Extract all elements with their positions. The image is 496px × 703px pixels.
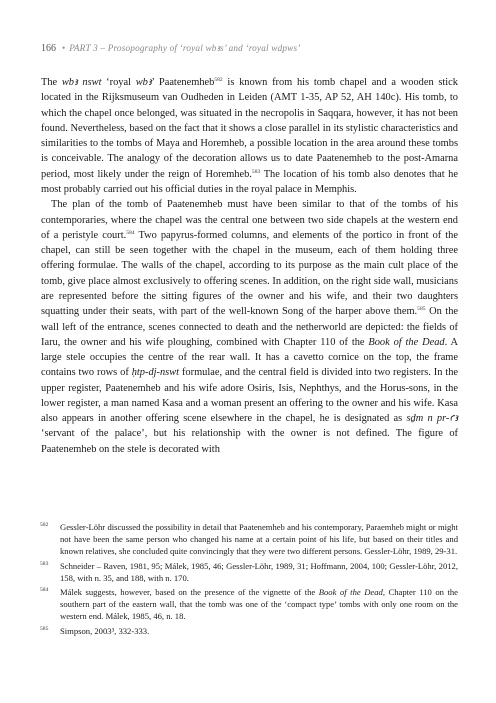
footnote-ref: 582 — [214, 77, 223, 83]
text-run: . A large stele occupies the centre of the rear wall. It has a cavetto cornice on the top, the frame contains two rows of — [41, 336, 458, 379]
text-run: On the wall left of the entrance, scenes connected to death and the netherworld are depicted: the fields of Iaru, the owner and his wife ploughing, combined with Chapter 110 of the — [41, 306, 458, 348]
footnote-ref: 585 — [417, 306, 426, 313]
footnotes — [40, 521, 458, 639]
text-run: Schneider – Raven, 1981, 95; Málek, 1985, 46; Gessler-Löhr, 1989, 31; Hoffmann, 2004, 100; Gessler-Löhr, 2012, 158, with n. 35, and 188, with n. 170. — [60, 560, 458, 583]
text-run: Málek suggests, however, based on the presence of the vignette of the — [60, 587, 319, 598]
footnote-text — [60, 626, 149, 636]
footnote-text — [60, 587, 458, 621]
footnote — [40, 560, 458, 584]
text-run: The plan of the tomb of Paatenemheb must have been similar to that of the tombs of his contemporaries, where the chapel was the central one between two side chapels at the western end of a peristyle court. — [41, 199, 458, 241]
text-run: Simpson, 2003³, 332-333. — [60, 625, 150, 636]
section-title: PART 3 – Prosopography of ‘royal wbꜣs’ and ‘royal wdpws’ — [69, 43, 301, 53]
footnote-text — [60, 561, 458, 583]
paragraph — [41, 197, 458, 457]
page-number: 166 — [41, 43, 56, 54]
footnote-ref: 584 — [126, 229, 135, 236]
italic-term: Book of the Dead — [318, 587, 383, 598]
text-run: , Chapter 110 on the southern part of the eastern wall, that the tomb was one of the ‘compact type’ tombs with only one room on the western end. Málek, 1985, 46, n. 18. — [60, 587, 458, 622]
footnote-number: 582 — [40, 522, 49, 528]
text-run: The — [41, 77, 62, 88]
text-run: formulae, and the central field is divided into two registers. In the upper register, Paatenemheb and his wife adore Osiris, Isis, Nephthys, and the Horus-sons, in the lower register, a man named Kasa and a woman present an offering to the owner and his wife. Kasa also appears in another offering scene elsewhere in the chapel, he is designated as — [41, 367, 458, 425]
text-run: ’ Paatenemheb — [151, 77, 215, 88]
text-run: ‘royal — [101, 77, 136, 88]
text-run: ‘servant of the palace’, but his relationship with the owner is not defined. The figure of Paatenemheb on the stele is decorated with — [41, 428, 458, 455]
italic-term: wbꜣ — [135, 77, 152, 88]
body-text — [41, 75, 458, 457]
italic-term: Book of the Dead — [368, 336, 445, 348]
text-run: is known from his tomb chapel and a wooden stick located in the Rijksmuseum van Oudheden in Leiden (AMT 1-35, AP 52, AH 140c). His tomb, to which the chapel once belonged, was situated in the necropolis in Saqqara, however, it has not been found. Nevertheless, based on the fact that it shows a close parallel in its stylistic characteristics and similarities to the tombs of Maya and Horemheb, a possible location in the area around these tombs is conceivable. The analogy of the decoration allows us to date Paatenemheb to the post-Amarna period, most likely under the reign of Horemheb. — [41, 77, 458, 180]
footnote-number: 585 — [40, 625, 49, 632]
italic-term: wbꜣ nswt — [61, 77, 102, 88]
footnote-ref: 583 — [251, 168, 261, 175]
paragraph — [41, 75, 458, 197]
italic-term: sḏm n pr-ꜥꜣ — [406, 413, 458, 425]
text-run: The location of his tomb also denotes that he most probably carried out his official duties in the royal palace in Memphis. — [41, 168, 458, 195]
footnote-text — [60, 522, 458, 556]
text-run: Two papyrus-formed columns, and elements of the portico in front of the chapel, can still be seen together with the chapel in the museum, each of them holding three offering formulae. The walls of the chapel, according to its purpose as the main cult place of the tomb, give place almost exclusively to offering scenes. In addition, on the right side wall, musicians are represented before the sitting figures of the owner and his wife, and their two daughters squatting under their seats, with part of the well-known Song of the harper above them. — [41, 229, 458, 318]
italic-term: ḥtp-dj-nswt — [131, 367, 180, 379]
footnote — [40, 521, 458, 558]
footnote — [40, 625, 458, 637]
running-header — [41, 43, 461, 54]
footnote — [40, 586, 458, 623]
footnote-number: 583 — [40, 560, 49, 567]
text-run: Gessler-Löhr discussed the possibility in detail that Paatenemheb and his contemporary, Paraemheb might or might not have been the same person who changed his name at a certain point of his life, but based on their titles and known relatives, she concluded quite convincingly that they were two different persons. Gessler-Löhr, 1989, 29-31. — [60, 522, 458, 557]
footnote-number: 584 — [40, 587, 49, 594]
header-separator: • — [62, 43, 66, 53]
